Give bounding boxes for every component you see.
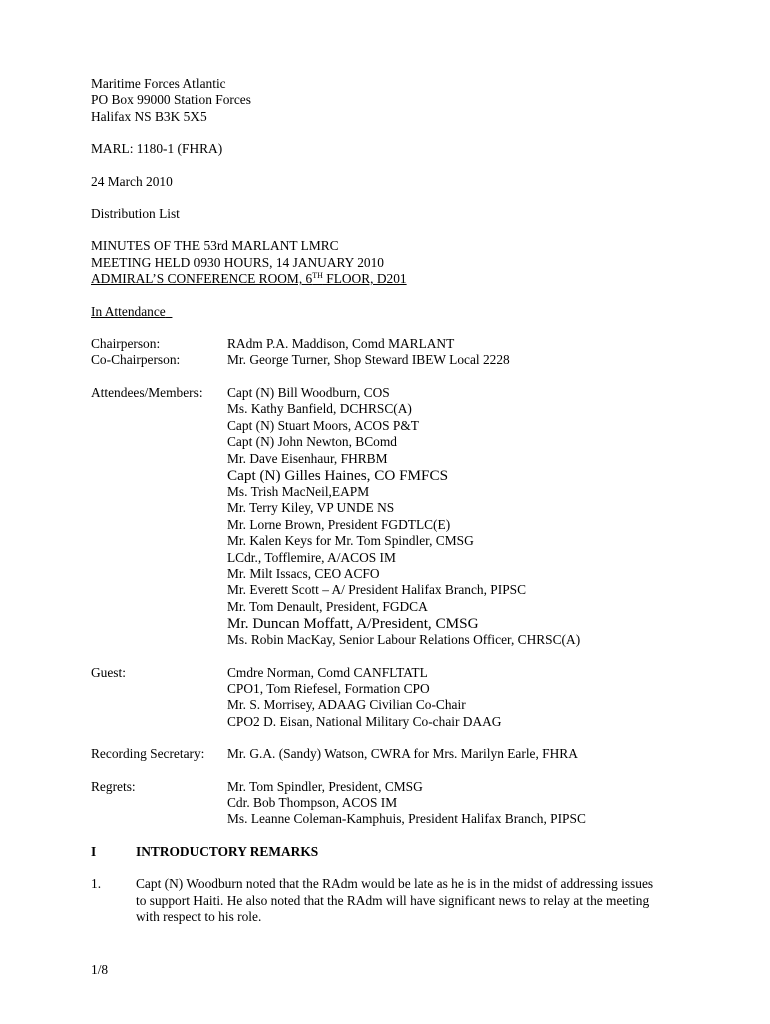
list-item: Ms. Kathy Banfield, DCHRSC(A) bbox=[227, 401, 412, 417]
address-line-3: Halifax NS B3K 5X5 bbox=[91, 108, 207, 124]
file-reference: MARL: 1180-1 (FHRA) bbox=[91, 141, 223, 157]
document-date: 24 March 2010 bbox=[91, 173, 173, 189]
list-item: Mr. Tom Denault, President, FGDCA bbox=[227, 598, 428, 614]
list-item: Ms. Leanne Coleman-Kamphuis, President Halifax Branch, PIPSC bbox=[227, 811, 586, 827]
list-item: Mr. Dave Eisenhaur, FHRBM bbox=[227, 450, 388, 466]
page-number: 1/8 bbox=[91, 962, 109, 977]
co-chairperson-value: Mr. George Turner, Shop Steward IBEW Local 2228 bbox=[227, 352, 510, 368]
chairperson-row bbox=[91, 336, 731, 352]
address-line-2: PO Box 99000 Station Forces bbox=[91, 92, 251, 108]
chairperson-label: Chairperson: bbox=[91, 336, 161, 352]
sender-address bbox=[91, 76, 731, 125]
paragraph-line-2: to support Haiti. He also noted that the RAdm will have significant news to relay at the meeting bbox=[136, 892, 650, 908]
list-item: Capt (N) Stuart Moors, ACOS P&T bbox=[227, 417, 419, 433]
section-heading bbox=[91, 844, 731, 860]
list-item: Mr. Lorne Brown, President FGDTLC(E) bbox=[227, 516, 451, 532]
title-line-1: MINUTES OF THE 53rd MARLANT LMRC bbox=[91, 238, 339, 254]
list-item: Mr. Everett Scott – A/ President Halifax Branch, PIPSC bbox=[227, 582, 527, 598]
list-item: Ms. Robin MacKay, Senior Labour Relations Officer, CHRSC(A) bbox=[227, 632, 581, 648]
paragraph-line-3: with respect to his role. bbox=[136, 909, 262, 925]
regrets-list bbox=[227, 779, 731, 828]
paragraph bbox=[91, 876, 731, 925]
guests-row bbox=[91, 665, 731, 731]
minutes-title bbox=[91, 238, 731, 287]
paragraph-text bbox=[136, 876, 681, 925]
ordinal-suffix: TH bbox=[312, 271, 323, 281]
list-item: CPO1, Tom Riefesel, Formation CPO bbox=[227, 680, 430, 696]
co-chairperson-row bbox=[91, 352, 731, 368]
guests-list bbox=[227, 665, 731, 731]
guests-label: Guest: bbox=[91, 664, 126, 680]
title-line-3: ADMIRAL’S CONFERENCE ROOM, 6TH FLOOR, D201 bbox=[91, 271, 407, 287]
secretary-value: Mr. G.A. (Sandy) Watson, CWRA for Mrs. Marilyn Earle, FHRA bbox=[227, 746, 578, 762]
secretary-label: Recording Secretary: bbox=[91, 746, 205, 762]
list-item: Mr. Milt Issacs, CEO ACFO bbox=[227, 565, 380, 581]
section-number: I bbox=[91, 843, 97, 859]
list-item: Mr. Kalen Keys for Mr. Tom Spindler, CMSG bbox=[227, 533, 474, 549]
paragraph-number: 1. bbox=[91, 876, 102, 892]
regrets-row bbox=[91, 779, 731, 828]
list-item: Mr. Tom Spindler, President, CMSG bbox=[227, 778, 423, 794]
chairperson-value: RAdm P.A. Maddison, Comd MARLANT bbox=[227, 336, 455, 352]
list-item: Mr. Duncan Moffatt, A/President, CMSG bbox=[227, 615, 479, 633]
document-page bbox=[91, 76, 731, 925]
list-item: Mr. S. Morrisey, ADAAG Civilian Co-Chair bbox=[227, 697, 466, 713]
address-line-1: Maritime Forces Atlantic bbox=[91, 76, 226, 91]
regrets-label: Regrets: bbox=[91, 778, 136, 794]
list-item: Cdr. Bob Thompson, ACOS IM bbox=[227, 795, 398, 810]
secretary-row bbox=[91, 746, 731, 762]
list-item: CPO2 D. Eisan, National Military Co-chair DAAG bbox=[227, 713, 502, 729]
list-item: Capt (N) John Newton, BComd bbox=[227, 434, 397, 450]
paragraph-line-1: Capt (N) Woodburn noted that the RAdm would be late as he is in the midst of addressing issues bbox=[136, 876, 654, 892]
title-line-2: MEETING HELD 0930 HOURS, 14 JANUARY 2010 bbox=[91, 254, 384, 270]
list-item: Mr. Terry Kiley, VP UNDE NS bbox=[227, 500, 395, 516]
list-item: Capt (N) Gilles Haines, CO FMFCS bbox=[227, 466, 449, 484]
list-item: Ms. Trish MacNeil,EAPM bbox=[227, 483, 370, 499]
list-item: Capt (N) Bill Woodburn, COS bbox=[227, 384, 390, 400]
section-title: INTRODUCTORY REMARKS bbox=[136, 843, 319, 859]
distribution-list: Distribution List bbox=[91, 206, 180, 222]
attendance-heading: In Attendance bbox=[91, 303, 166, 319]
attendees-list bbox=[227, 385, 731, 649]
attendees-row bbox=[91, 385, 731, 649]
attendees-label: Attendees/Members: bbox=[91, 384, 203, 400]
list-item: Cmdre Norman, Comd CANFLTATL bbox=[227, 664, 428, 680]
co-chairperson-label: Co-Chairperson: bbox=[91, 352, 181, 368]
list-item: LCdr., Tofflemire, A/ACOS IM bbox=[227, 549, 396, 565]
